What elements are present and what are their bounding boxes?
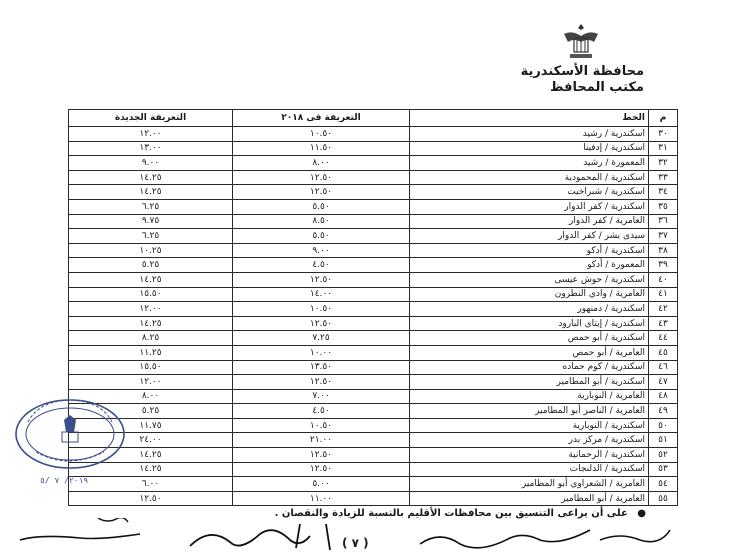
footer-note-text: على أن يراعى التنسيق بين محافظات الأقليم بالنسبة للزيادة والنقصان .	[274, 508, 628, 519]
row-number: ٣٠	[649, 127, 678, 142]
row-old-tariff: ٥.٠٠	[233, 477, 410, 492]
row-line: اسكندرية / إدفينا	[410, 141, 649, 156]
row-new-tariff: ١٣.٠٠	[69, 141, 233, 156]
row-new-tariff: ٩.٠٠	[69, 156, 233, 171]
row-number: ٥٥	[649, 491, 678, 506]
row-new-tariff: ٨.٢٥	[69, 331, 233, 346]
table-header-row	[69, 110, 678, 127]
row-number: ٥٠	[649, 418, 678, 433]
row-new-tariff: ١٤.٢٥	[69, 316, 233, 331]
row-old-tariff: ٥.٥٠	[233, 199, 410, 214]
tariff-table	[68, 109, 678, 506]
table-row	[69, 229, 678, 244]
table-row	[69, 448, 678, 463]
table-row	[69, 331, 678, 346]
bullet-icon: ●	[637, 508, 646, 519]
row-new-tariff: ١٢.٥٠	[69, 491, 233, 506]
table-row	[69, 141, 678, 156]
row-number: ٤٢	[649, 302, 678, 317]
row-line: اسكندرية / النوبارية	[410, 418, 649, 433]
row-line: اسكندرية / أدكو	[410, 243, 649, 258]
table-row	[69, 389, 678, 404]
row-line: اسكندرية / رشيد	[410, 127, 649, 142]
row-new-tariff: ١١.٢٥	[69, 345, 233, 360]
row-line: العامرية / الناصر أبو المطامير	[410, 404, 649, 419]
table-row	[69, 418, 678, 433]
governorate-title: محافظة الأسكندرية	[520, 64, 644, 79]
row-line: المعمورة / أدكو	[410, 258, 649, 273]
row-old-tariff: ١٢.٥٠	[233, 316, 410, 331]
table-row	[69, 170, 678, 185]
table-row	[69, 214, 678, 229]
row-old-tariff: ١٢.٥٠	[233, 170, 410, 185]
page-number: ( ٧ )	[342, 536, 369, 550]
table-row	[69, 404, 678, 419]
row-old-tariff: ١٠.٥٠	[233, 418, 410, 433]
row-old-tariff: ٤.٥٠	[233, 404, 410, 419]
row-old-tariff: ٥.٥٠	[233, 229, 410, 244]
row-new-tariff: ٦.٢٥	[69, 199, 233, 214]
row-old-tariff: ١٠.٥٠	[233, 127, 410, 142]
row-old-tariff: ١٠.٠٠	[233, 345, 410, 360]
row-line: العامرية / أبو حمص	[410, 345, 649, 360]
office-title: مكتب المحافظ	[550, 80, 644, 95]
row-new-tariff: ١٤.٢٥	[69, 185, 233, 200]
row-old-tariff: ١٢.٥٠	[233, 448, 410, 463]
table-row	[69, 345, 678, 360]
row-new-tariff: ٦.٠٠	[69, 477, 233, 492]
row-old-tariff: ٨.٥٠	[233, 214, 410, 229]
row-old-tariff: ١٢.٥٠	[233, 185, 410, 200]
official-stamp	[8, 392, 126, 484]
table-row	[69, 185, 678, 200]
col-header-new-tariff: التعريفة الجديدة	[69, 110, 233, 127]
row-old-tariff: ١٢.٥٠	[233, 375, 410, 390]
row-number: ٣٣	[649, 170, 678, 185]
col-header-old-tariff: التعريفة فى ٢٠١٨	[233, 110, 410, 127]
row-line: اسكندرية / المحمودية	[410, 170, 649, 185]
row-new-tariff: ١٢.٠٠	[69, 375, 233, 390]
row-old-tariff: ٢١.٠٠	[233, 433, 410, 448]
row-number: ٤٤	[649, 331, 678, 346]
row-old-tariff: ٨.٠٠	[233, 156, 410, 171]
row-new-tariff: ١٠.٢٥	[69, 243, 233, 258]
row-number: ٤٨	[649, 389, 678, 404]
handwritten-signature	[0, 518, 740, 555]
row-old-tariff: ١٢.٥٠	[233, 272, 410, 287]
row-number: ٥٤	[649, 477, 678, 492]
row-line: اسكندرية / أبو المطامير	[410, 375, 649, 390]
row-new-tariff: ١٥.٥٠	[69, 287, 233, 302]
row-new-tariff: ١٤.٢٥	[69, 272, 233, 287]
table-row	[69, 375, 678, 390]
eagle-emblem-icon	[560, 20, 602, 62]
row-old-tariff: ١٢.٥٠	[233, 462, 410, 477]
row-new-tariff: ٦.٢٥	[69, 229, 233, 244]
table-row	[69, 360, 678, 375]
row-new-tariff: ٨.٠٠	[69, 389, 233, 404]
row-line: العامرية / أبو المطامير	[410, 491, 649, 506]
row-line: اسكندرية / الدلنجات	[410, 462, 649, 477]
row-number: ٣٨	[649, 243, 678, 258]
table-row	[69, 477, 678, 492]
row-number: ٣٥	[649, 199, 678, 214]
row-line: العامرية / الشعراوي أبو المطامير	[410, 477, 649, 492]
row-new-tariff: ٩.٧٥	[69, 214, 233, 229]
row-old-tariff: ٧.٢٥	[233, 331, 410, 346]
table-row	[69, 491, 678, 506]
row-line: العامرية / النوبارية	[410, 389, 649, 404]
table-row	[69, 156, 678, 171]
table-row	[69, 243, 678, 258]
table-row	[69, 258, 678, 273]
row-old-tariff: ١٤.٠٠	[233, 287, 410, 302]
row-number: ٤١	[649, 287, 678, 302]
row-new-tariff: ١٤.٢٥	[69, 448, 233, 463]
row-number: ٣٦	[649, 214, 678, 229]
row-number: ٥٣	[649, 462, 678, 477]
row-number: ٣٢	[649, 156, 678, 171]
row-line: اسكندرية / أبو حمص	[410, 331, 649, 346]
table-row	[69, 272, 678, 287]
table-row	[69, 302, 678, 317]
row-number: ٤٩	[649, 404, 678, 419]
row-number: ٤٧	[649, 375, 678, 390]
row-line: سيدى بشر / كفر الدوار	[410, 229, 649, 244]
table-row	[69, 462, 678, 477]
col-header-line: الخط	[410, 110, 649, 127]
row-line: اسكندرية / مركز بدر	[410, 433, 649, 448]
row-new-tariff: ٥.٢٥	[69, 404, 233, 419]
row-line: اسكندرية / كفر الدوار	[410, 199, 649, 214]
row-number: ٥٢	[649, 448, 678, 463]
row-number: ٣٤	[649, 185, 678, 200]
row-line: اسكندرية / شبراخيت	[410, 185, 649, 200]
row-old-tariff: ٩.٠٠	[233, 243, 410, 258]
row-old-tariff: ١٣.٥٠	[233, 360, 410, 375]
row-new-tariff: ٥.٢٥	[69, 258, 233, 273]
row-number: ٥١	[649, 433, 678, 448]
row-number: ٣٩	[649, 258, 678, 273]
table-row	[69, 127, 678, 142]
row-new-tariff: ١٢.٠٠	[69, 302, 233, 317]
row-old-tariff: ١١.٥٠	[233, 141, 410, 156]
row-line: اسكندرية / حوش عيسى	[410, 272, 649, 287]
row-old-tariff: ١١.٠٠	[233, 491, 410, 506]
stamp-date: ٢٠١٩/ ٧ /٥	[40, 476, 89, 485]
row-number: ٤٣	[649, 316, 678, 331]
row-number: ٣١	[649, 141, 678, 156]
row-number: ٤٥	[649, 345, 678, 360]
row-new-tariff: ٢٤.٠٠	[69, 433, 233, 448]
row-number: ٤٦	[649, 360, 678, 375]
row-new-tariff: ١٢.٠٠	[69, 127, 233, 142]
row-line: اسكندرية / كوم حماده	[410, 360, 649, 375]
row-line: العامرية / كفر الدوار	[410, 214, 649, 229]
row-new-tariff: ١٤.٢٥	[69, 462, 233, 477]
row-new-tariff: ١٤.٢٥	[69, 170, 233, 185]
row-new-tariff: ١١.٧٥	[69, 418, 233, 433]
row-number: ٤٠	[649, 272, 678, 287]
row-line: اسكندرية / الرحمانية	[410, 448, 649, 463]
row-number: ٣٧	[649, 229, 678, 244]
col-header-num: م	[649, 110, 678, 127]
table-row	[69, 316, 678, 331]
table-row	[69, 433, 678, 448]
row-old-tariff: ٤.٥٠	[233, 258, 410, 273]
table-row	[69, 287, 678, 302]
row-line: اسكندرية / إيتاي البارود	[410, 316, 649, 331]
table-row	[69, 199, 678, 214]
row-line: المعمورة / رشيد	[410, 156, 649, 171]
row-line: العامرية / وادي النطرون	[410, 287, 649, 302]
row-new-tariff: ١٥.٥٠	[69, 360, 233, 375]
row-line: اسكندرية / دمنهور	[410, 302, 649, 317]
row-old-tariff: ١٠.٥٠	[233, 302, 410, 317]
row-old-tariff: ٧.٠٠	[233, 389, 410, 404]
